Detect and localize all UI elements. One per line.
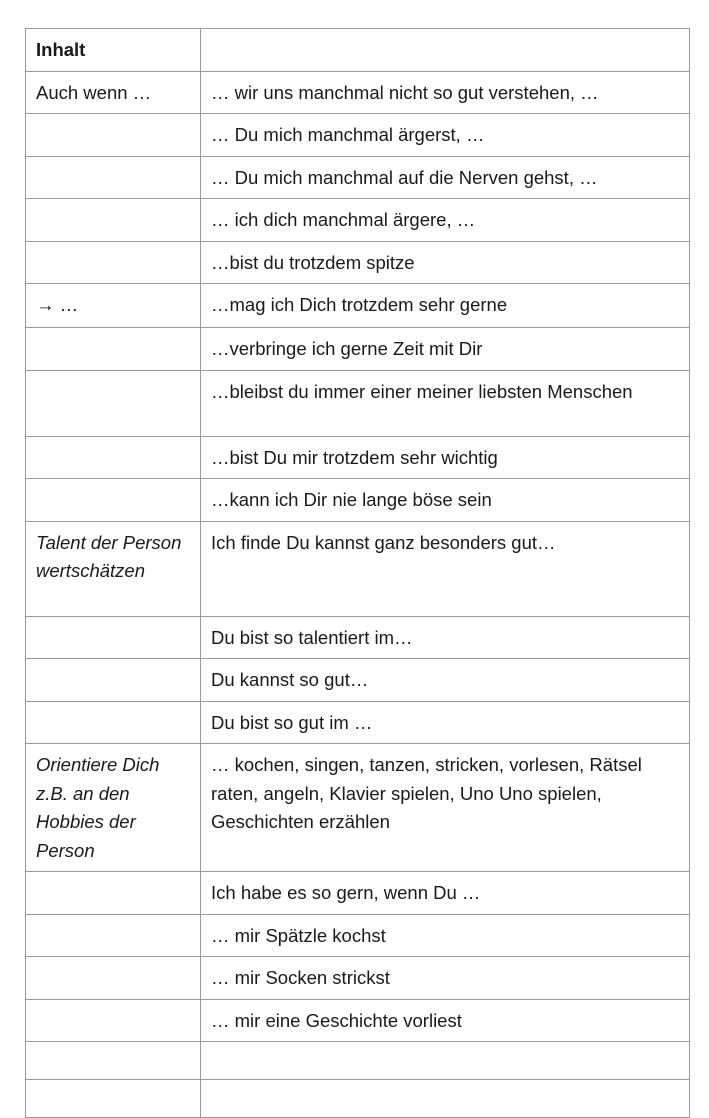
right-cell: Du kannst so gut… xyxy=(201,659,690,702)
left-cell xyxy=(26,479,201,522)
table-row xyxy=(26,284,690,328)
right-cell: Du bist so gut im … xyxy=(201,701,690,744)
right-cell: … kochen, singen, tanzen, stricken, vorlesen, Rätsel raten, angeln, Klavier spielen, Uno Uno spielen, Geschichten erzählen xyxy=(201,744,690,872)
table-row xyxy=(26,616,690,659)
table-row xyxy=(26,29,690,72)
document-page xyxy=(25,28,689,1118)
left-cell xyxy=(26,999,201,1042)
left-cell xyxy=(26,436,201,479)
right-cell: …kann ich Dir nie lange böse sein xyxy=(201,479,690,522)
table-row xyxy=(26,199,690,242)
left-cell: Orientiere Dich z.B. an den Hobbies der Person xyxy=(26,744,201,872)
left-cell xyxy=(26,156,201,199)
table-row xyxy=(26,241,690,284)
table-row xyxy=(26,521,690,616)
left-cell: Talent der Person wertschätzen xyxy=(26,521,201,616)
table-row xyxy=(26,156,690,199)
left-cell xyxy=(26,914,201,957)
left-cell xyxy=(26,241,201,284)
right-cell: … mir Socken strickst xyxy=(201,957,690,1000)
left-cell xyxy=(26,370,201,436)
right-cell: …bist du trotzdem spitze xyxy=(201,241,690,284)
left-cell xyxy=(26,659,201,702)
table-row xyxy=(26,1042,690,1080)
left-cell xyxy=(26,199,201,242)
table-row xyxy=(26,914,690,957)
right-cell: … Du mich manchmal auf die Nerven gehst, … xyxy=(201,156,690,199)
table-row xyxy=(26,71,690,114)
right-cell: Ich finde Du kannst ganz besonders gut… xyxy=(201,521,690,616)
table-row xyxy=(26,701,690,744)
left-cell xyxy=(26,957,201,1000)
table-row xyxy=(26,328,690,371)
right-cell: … mir eine Geschichte vorliest xyxy=(201,999,690,1042)
left-cell xyxy=(26,114,201,157)
right-cell xyxy=(201,1042,690,1080)
left-cell xyxy=(26,1042,201,1080)
right-cell: … mir Spätzle kochst xyxy=(201,914,690,957)
table-row xyxy=(26,744,690,872)
right-cell: …bist Du mir trotzdem sehr wichtig xyxy=(201,436,690,479)
left-cell xyxy=(26,328,201,371)
table-row xyxy=(26,436,690,479)
table-row xyxy=(26,1080,690,1118)
content-table xyxy=(25,28,690,1118)
table-row xyxy=(26,479,690,522)
table-body xyxy=(26,29,690,1118)
left-cell xyxy=(26,616,201,659)
right-cell: …bleibst du immer einer meiner liebsten Menschen xyxy=(201,370,690,436)
right-cell: …mag ich Dich trotzdem sehr gerne xyxy=(201,284,690,328)
table-row xyxy=(26,659,690,702)
table-row xyxy=(26,114,690,157)
table-row xyxy=(26,370,690,436)
right-cell: … Du mich manchmal ärgerst, … xyxy=(201,114,690,157)
left-cell xyxy=(26,1080,201,1118)
right-cell: Du bist so talentiert im… xyxy=(201,616,690,659)
table-row xyxy=(26,957,690,1000)
left-cell xyxy=(26,872,201,915)
right-cell xyxy=(201,1080,690,1118)
right-cell: …verbringe ich gerne Zeit mit Dir xyxy=(201,328,690,371)
right-cell: Ich habe es so gern, wenn Du … xyxy=(201,872,690,915)
left-cell xyxy=(26,701,201,744)
left-cell: Inhalt xyxy=(26,29,201,72)
right-cell: … ich dich manchmal ärgere, … xyxy=(201,199,690,242)
right-cell: … wir uns manchmal nicht so gut verstehen, … xyxy=(201,71,690,114)
left-cell: Auch wenn … xyxy=(26,71,201,114)
table-row xyxy=(26,999,690,1042)
table-row xyxy=(26,872,690,915)
right-cell xyxy=(201,29,690,72)
left-cell: → … xyxy=(26,284,201,328)
